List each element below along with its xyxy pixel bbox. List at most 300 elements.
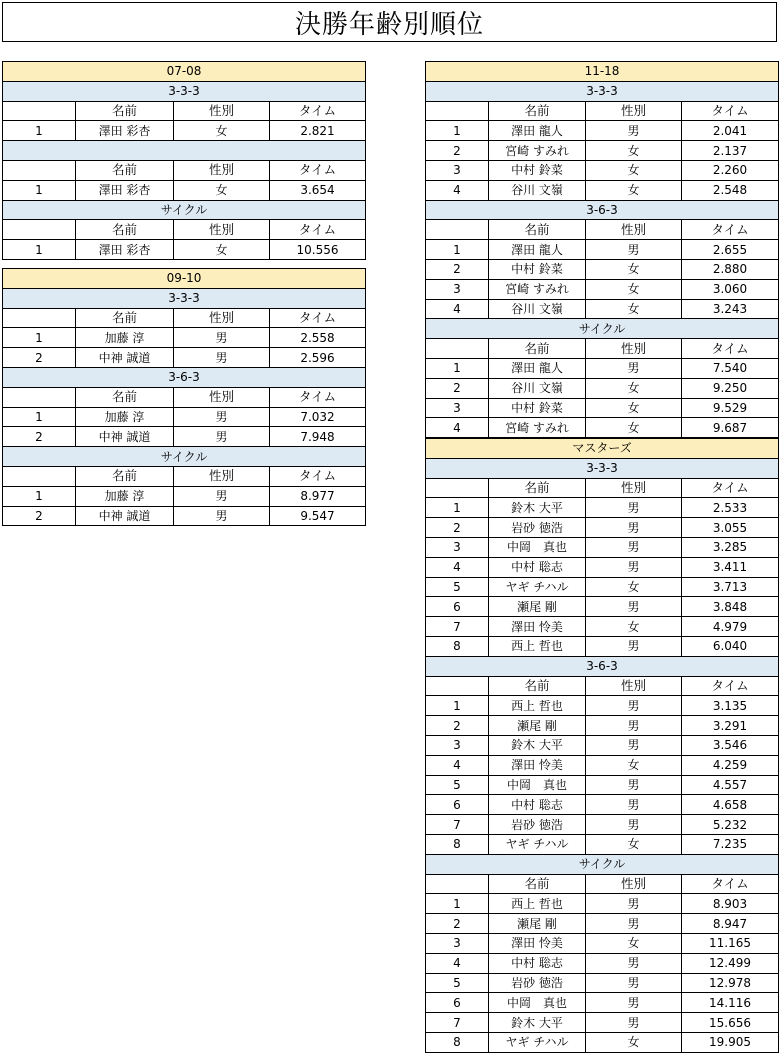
name-cell: 加藤 淳 bbox=[76, 328, 174, 348]
time-cell: 3.546 bbox=[682, 735, 779, 755]
rank-cell: 4 bbox=[426, 557, 489, 577]
rank-cell: 1 bbox=[426, 894, 489, 914]
column-header-row bbox=[426, 874, 779, 894]
table-row bbox=[426, 279, 779, 299]
rank-cell: 3 bbox=[426, 279, 489, 299]
rank-header bbox=[426, 676, 489, 696]
name-cell: 宮崎 すみれ bbox=[489, 141, 586, 161]
gender-cell: 男 bbox=[174, 348, 270, 368]
gender-cell: 男 bbox=[586, 815, 682, 835]
gender-cell: 男 bbox=[586, 1013, 682, 1033]
rank-cell: 6 bbox=[426, 795, 489, 815]
table-row bbox=[3, 407, 366, 427]
gender-cell: 男 bbox=[586, 636, 682, 656]
rank-cell: 2 bbox=[426, 141, 489, 161]
time-cell: 7.032 bbox=[270, 407, 366, 427]
name-cell: 瀬尾 剛 bbox=[489, 597, 586, 617]
table-row bbox=[426, 1032, 779, 1052]
table-row bbox=[426, 121, 779, 141]
column-header-row bbox=[3, 220, 366, 240]
time-cell: 4.557 bbox=[682, 775, 779, 795]
name-cell: 澤田 彩杏 bbox=[76, 121, 174, 141]
column-header-row bbox=[426, 339, 779, 359]
table-row bbox=[426, 894, 779, 914]
time-header: タイム bbox=[682, 339, 779, 359]
name-cell: 中村 鈴菜 bbox=[489, 398, 586, 418]
time-cell: 3.291 bbox=[682, 716, 779, 736]
rank-cell: 3 bbox=[426, 933, 489, 953]
name-cell: 中村 聡志 bbox=[489, 795, 586, 815]
table-row bbox=[426, 735, 779, 755]
event-label: 3-6-3 bbox=[426, 656, 779, 676]
table-row bbox=[3, 240, 366, 260]
time-header: タイム bbox=[682, 874, 779, 894]
name-cell: 澤田 怜美 bbox=[489, 933, 586, 953]
name-cell: 澤田 怜美 bbox=[489, 617, 586, 637]
gender-cell: 女 bbox=[586, 617, 682, 637]
gender-cell: 男 bbox=[586, 696, 682, 716]
table-row bbox=[426, 953, 779, 973]
name-cell: 加藤 淳 bbox=[76, 486, 174, 506]
rank-cell: 8 bbox=[426, 834, 489, 854]
column-header-row bbox=[426, 676, 779, 696]
time-cell: 2.880 bbox=[682, 259, 779, 279]
gender-cell: 男 bbox=[586, 557, 682, 577]
rank-cell: 2 bbox=[3, 506, 76, 526]
page-title: 決勝年齢別順位 bbox=[2, 2, 777, 42]
event-label: サイクル bbox=[426, 319, 779, 339]
gender-cell: 男 bbox=[174, 506, 270, 526]
name-cell: 澤田 怜美 bbox=[489, 755, 586, 775]
event-label: サイクル bbox=[426, 854, 779, 874]
name-cell: 岩砂 徳浩 bbox=[489, 815, 586, 835]
gender-header: 性別 bbox=[586, 339, 682, 359]
name-cell: 鈴木 大平 bbox=[489, 498, 586, 518]
table-row bbox=[426, 1013, 779, 1033]
table-row bbox=[426, 993, 779, 1013]
rank-header bbox=[3, 101, 76, 121]
name-cell: 瀬尾 剛 bbox=[489, 716, 586, 736]
time-cell: 3.135 bbox=[682, 696, 779, 716]
time-cell: 2.548 bbox=[682, 180, 779, 200]
gender-cell: 男 bbox=[586, 240, 682, 260]
time-cell: 6.040 bbox=[682, 636, 779, 656]
time-cell: 4.658 bbox=[682, 795, 779, 815]
rank-cell: 3 bbox=[426, 537, 489, 557]
name-cell: 澤田 彩杏 bbox=[76, 180, 174, 200]
gender-cell: 男 bbox=[586, 716, 682, 736]
time-header: タイム bbox=[682, 676, 779, 696]
age-group-label: 09-10 bbox=[3, 269, 366, 289]
rank-cell: 1 bbox=[3, 407, 76, 427]
name-cell: 中岡 真也 bbox=[489, 993, 586, 1013]
table-row bbox=[426, 716, 779, 736]
rank-cell: 2 bbox=[426, 716, 489, 736]
event-header-row bbox=[3, 141, 366, 161]
gender-header: 性別 bbox=[586, 478, 682, 498]
name-cell: 谷川 文嶺 bbox=[489, 299, 586, 319]
name-cell: 加藤 淳 bbox=[76, 407, 174, 427]
gender-cell: 男 bbox=[586, 735, 682, 755]
table-row bbox=[426, 160, 779, 180]
table-row bbox=[426, 834, 779, 854]
name-header: 名前 bbox=[76, 466, 174, 486]
time-cell: 2.137 bbox=[682, 141, 779, 161]
gender-cell: 女 bbox=[174, 180, 270, 200]
event-label: 3-3-3 bbox=[426, 81, 779, 101]
column-header-row bbox=[426, 101, 779, 121]
results-table-09-10 bbox=[2, 268, 366, 526]
gender-cell: 男 bbox=[586, 795, 682, 815]
time-header: タイム bbox=[270, 387, 366, 407]
rank-cell: 1 bbox=[426, 696, 489, 716]
time-cell: 3.713 bbox=[682, 577, 779, 597]
gender-cell: 女 bbox=[586, 1032, 682, 1052]
gender-cell: 男 bbox=[586, 775, 682, 795]
name-cell: 谷川 文嶺 bbox=[489, 180, 586, 200]
time-cell: 8.903 bbox=[682, 894, 779, 914]
event-header-row bbox=[3, 81, 366, 101]
name-header: 名前 bbox=[76, 220, 174, 240]
time-cell: 15.656 bbox=[682, 1013, 779, 1033]
table-row bbox=[3, 427, 366, 447]
name-header: 名前 bbox=[489, 220, 586, 240]
rank-cell: 5 bbox=[426, 577, 489, 597]
rank-header bbox=[426, 220, 489, 240]
table-row bbox=[426, 815, 779, 835]
table-row bbox=[426, 378, 779, 398]
results-table-07-08 bbox=[2, 61, 366, 260]
gender-cell: 男 bbox=[174, 427, 270, 447]
gender-cell: 女 bbox=[586, 180, 682, 200]
event-label: 3-3-3 bbox=[426, 458, 779, 478]
time-cell: 3.411 bbox=[682, 557, 779, 577]
time-cell: 12.499 bbox=[682, 953, 779, 973]
gender-cell: 女 bbox=[586, 279, 682, 299]
table-row bbox=[426, 518, 779, 538]
event-header-row bbox=[3, 200, 366, 220]
name-cell: 澤田 龍人 bbox=[489, 240, 586, 260]
gender-cell: 男 bbox=[586, 894, 682, 914]
rank-cell: 1 bbox=[426, 240, 489, 260]
time-header: タイム bbox=[682, 220, 779, 240]
table-row bbox=[426, 795, 779, 815]
column-header-row bbox=[3, 308, 366, 328]
name-cell: 鈴木 大平 bbox=[489, 735, 586, 755]
time-cell: 2.558 bbox=[270, 328, 366, 348]
event-label: サイクル bbox=[3, 447, 366, 467]
name-cell: 瀬尾 剛 bbox=[489, 914, 586, 934]
event-header-row bbox=[426, 319, 779, 339]
age-group-label: 07-08 bbox=[3, 62, 366, 82]
rank-cell: 1 bbox=[426, 498, 489, 518]
gender-cell: 女 bbox=[586, 418, 682, 438]
name-cell: 中神 誠道 bbox=[76, 348, 174, 368]
name-cell: 宮崎 すみれ bbox=[489, 418, 586, 438]
name-cell: 岩砂 徳浩 bbox=[489, 973, 586, 993]
rank-cell: 1 bbox=[426, 358, 489, 378]
age-group-header-row bbox=[426, 62, 779, 82]
gender-cell: 女 bbox=[586, 933, 682, 953]
name-cell: 澤田 龍人 bbox=[489, 358, 586, 378]
time-cell: 8.977 bbox=[270, 486, 366, 506]
time-cell: 2.260 bbox=[682, 160, 779, 180]
rank-cell: 2 bbox=[426, 378, 489, 398]
gender-cell: 女 bbox=[586, 378, 682, 398]
column-header-row bbox=[3, 466, 366, 486]
time-cell: 7.948 bbox=[270, 427, 366, 447]
name-cell: 西上 哲也 bbox=[489, 696, 586, 716]
name-cell: 中岡 真也 bbox=[489, 537, 586, 557]
name-cell: 谷川 文嶺 bbox=[489, 378, 586, 398]
time-cell: 9.250 bbox=[682, 378, 779, 398]
rank-header bbox=[426, 478, 489, 498]
rank-cell: 2 bbox=[3, 427, 76, 447]
time-cell: 4.979 bbox=[682, 617, 779, 637]
rank-cell: 4 bbox=[426, 418, 489, 438]
name-cell: 西上 哲也 bbox=[489, 636, 586, 656]
age-group-header-row bbox=[3, 62, 366, 82]
column-header-row bbox=[3, 160, 366, 180]
gender-header: 性別 bbox=[174, 308, 270, 328]
column-header-row bbox=[3, 387, 366, 407]
gender-header: 性別 bbox=[174, 160, 270, 180]
table-row bbox=[426, 973, 779, 993]
gender-cell: 男 bbox=[586, 358, 682, 378]
rank-header bbox=[3, 220, 76, 240]
rank-cell: 4 bbox=[426, 953, 489, 973]
rank-header bbox=[3, 387, 76, 407]
gender-cell: 女 bbox=[174, 121, 270, 141]
rank-header bbox=[426, 101, 489, 121]
event-header-row bbox=[426, 656, 779, 676]
name-cell: 中神 誠道 bbox=[76, 427, 174, 447]
time-cell: 2.821 bbox=[270, 121, 366, 141]
name-cell: ヤギ チハル bbox=[489, 1032, 586, 1052]
event-label: 3-6-3 bbox=[3, 367, 366, 387]
gender-header: 性別 bbox=[586, 220, 682, 240]
rank-cell: 2 bbox=[426, 259, 489, 279]
age-group-label: 11-18 bbox=[426, 62, 779, 82]
gender-cell: 女 bbox=[586, 141, 682, 161]
time-header: タイム bbox=[682, 478, 779, 498]
gender-cell: 女 bbox=[586, 577, 682, 597]
gender-cell: 男 bbox=[586, 537, 682, 557]
age-group-header-row bbox=[426, 439, 779, 459]
time-header: タイム bbox=[682, 101, 779, 121]
name-cell: 西上 哲也 bbox=[489, 894, 586, 914]
time-header: タイム bbox=[270, 220, 366, 240]
time-cell: 11.165 bbox=[682, 933, 779, 953]
name-cell: 中村 鈴菜 bbox=[489, 160, 586, 180]
rank-cell: 7 bbox=[426, 1013, 489, 1033]
gender-cell: 女 bbox=[174, 240, 270, 260]
name-cell: 中神 誠道 bbox=[76, 506, 174, 526]
name-header: 名前 bbox=[76, 160, 174, 180]
event-header-row bbox=[426, 458, 779, 478]
name-header: 名前 bbox=[76, 387, 174, 407]
time-cell: 2.533 bbox=[682, 498, 779, 518]
name-header: 名前 bbox=[489, 478, 586, 498]
name-cell: 鈴木 大平 bbox=[489, 1013, 586, 1033]
table-row bbox=[426, 141, 779, 161]
rank-cell: 5 bbox=[426, 775, 489, 795]
rank-header bbox=[3, 160, 76, 180]
table-row bbox=[426, 597, 779, 617]
time-cell: 3.654 bbox=[270, 180, 366, 200]
rank-cell: 1 bbox=[3, 180, 76, 200]
name-header: 名前 bbox=[489, 874, 586, 894]
table-row bbox=[426, 240, 779, 260]
time-cell: 3.243 bbox=[682, 299, 779, 319]
table-row bbox=[426, 914, 779, 934]
rank-cell: 3 bbox=[426, 160, 489, 180]
rank-cell: 2 bbox=[426, 518, 489, 538]
time-cell: 19.905 bbox=[682, 1032, 779, 1052]
table-row bbox=[426, 299, 779, 319]
rank-cell: 1 bbox=[426, 121, 489, 141]
rank-cell: 8 bbox=[426, 636, 489, 656]
rank-cell: 3 bbox=[426, 735, 489, 755]
time-cell: 3.055 bbox=[682, 518, 779, 538]
rank-cell: 4 bbox=[426, 299, 489, 319]
time-cell: 7.235 bbox=[682, 834, 779, 854]
table-row bbox=[426, 537, 779, 557]
time-cell: 3.285 bbox=[682, 537, 779, 557]
event-header-row bbox=[426, 200, 779, 220]
table-row bbox=[426, 636, 779, 656]
time-header: タイム bbox=[270, 466, 366, 486]
event-label: 3-3-3 bbox=[3, 81, 366, 101]
name-cell: 中村 聡志 bbox=[489, 557, 586, 577]
gender-header: 性別 bbox=[586, 676, 682, 696]
event-label bbox=[3, 141, 366, 161]
time-cell: 3.060 bbox=[682, 279, 779, 299]
gender-cell: 男 bbox=[174, 407, 270, 427]
rank-cell: 7 bbox=[426, 815, 489, 835]
gender-cell: 女 bbox=[586, 259, 682, 279]
gender-cell: 男 bbox=[586, 498, 682, 518]
time-header: タイム bbox=[270, 308, 366, 328]
name-cell: 岩砂 徳浩 bbox=[489, 518, 586, 538]
gender-cell: 女 bbox=[586, 834, 682, 854]
gender-header: 性別 bbox=[174, 387, 270, 407]
table-row bbox=[3, 180, 366, 200]
time-cell: 7.540 bbox=[682, 358, 779, 378]
rank-cell: 7 bbox=[426, 617, 489, 637]
rank-cell: 1 bbox=[3, 240, 76, 260]
time-cell: 9.687 bbox=[682, 418, 779, 438]
gender-cell: 男 bbox=[586, 953, 682, 973]
time-header: タイム bbox=[270, 101, 366, 121]
table-row bbox=[426, 755, 779, 775]
rank-header bbox=[3, 466, 76, 486]
gender-cell: 女 bbox=[586, 160, 682, 180]
table-row bbox=[426, 418, 779, 438]
name-cell: ヤギ チハル bbox=[489, 834, 586, 854]
table-row bbox=[426, 696, 779, 716]
name-cell: 中村 鈴菜 bbox=[489, 259, 586, 279]
time-cell: 9.547 bbox=[270, 506, 366, 526]
age-group-label: マスターズ bbox=[426, 439, 779, 459]
event-label: 3-6-3 bbox=[426, 200, 779, 220]
table-row bbox=[426, 498, 779, 518]
table-row bbox=[3, 506, 366, 526]
rank-cell: 1 bbox=[3, 486, 76, 506]
gender-cell: 男 bbox=[586, 121, 682, 141]
rank-cell: 4 bbox=[426, 180, 489, 200]
event-header-row bbox=[426, 81, 779, 101]
rank-cell: 5 bbox=[426, 973, 489, 993]
table-row bbox=[3, 328, 366, 348]
rank-cell: 3 bbox=[426, 398, 489, 418]
table-row bbox=[3, 486, 366, 506]
event-label: サイクル bbox=[3, 200, 366, 220]
rank-cell: 2 bbox=[426, 914, 489, 934]
gender-cell: 男 bbox=[586, 597, 682, 617]
time-cell: 10.556 bbox=[270, 240, 366, 260]
name-cell: 澤田 龍人 bbox=[489, 121, 586, 141]
rank-header bbox=[3, 308, 76, 328]
time-cell: 2.655 bbox=[682, 240, 779, 260]
gender-cell: 女 bbox=[586, 755, 682, 775]
event-header-row bbox=[3, 367, 366, 387]
column-header-row bbox=[3, 101, 366, 121]
rank-cell: 6 bbox=[426, 597, 489, 617]
event-header-row bbox=[3, 447, 366, 467]
name-header: 名前 bbox=[76, 101, 174, 121]
rank-cell: 1 bbox=[3, 328, 76, 348]
column-header-row bbox=[426, 478, 779, 498]
table-row bbox=[426, 617, 779, 637]
rank-header bbox=[426, 874, 489, 894]
table-row bbox=[426, 358, 779, 378]
gender-cell: 男 bbox=[174, 486, 270, 506]
event-header-row bbox=[426, 854, 779, 874]
gender-cell: 男 bbox=[586, 993, 682, 1013]
gender-cell: 男 bbox=[586, 973, 682, 993]
rank-cell: 6 bbox=[426, 993, 489, 1013]
table-row bbox=[426, 933, 779, 953]
table-row bbox=[426, 180, 779, 200]
table-row bbox=[426, 775, 779, 795]
gender-header: 性別 bbox=[586, 101, 682, 121]
name-cell: 澤田 彩杏 bbox=[76, 240, 174, 260]
rank-cell: 8 bbox=[426, 1032, 489, 1052]
table-row bbox=[426, 557, 779, 577]
gender-header: 性別 bbox=[174, 101, 270, 121]
table-row bbox=[426, 577, 779, 597]
time-cell: 2.041 bbox=[682, 121, 779, 141]
time-cell: 2.596 bbox=[270, 348, 366, 368]
gender-cell: 男 bbox=[586, 518, 682, 538]
table-row bbox=[426, 259, 779, 279]
rank-cell: 2 bbox=[3, 348, 76, 368]
rank-header bbox=[426, 339, 489, 359]
time-cell: 3.848 bbox=[682, 597, 779, 617]
gender-header: 性別 bbox=[586, 874, 682, 894]
table-row bbox=[3, 121, 366, 141]
time-cell: 12.978 bbox=[682, 973, 779, 993]
time-header: タイム bbox=[270, 160, 366, 180]
event-label: 3-3-3 bbox=[3, 288, 366, 308]
name-cell: 中村 聡志 bbox=[489, 953, 586, 973]
rank-cell: 4 bbox=[426, 755, 489, 775]
name-header: 名前 bbox=[489, 339, 586, 359]
gender-cell: 男 bbox=[174, 328, 270, 348]
age-group-header-row bbox=[3, 269, 366, 289]
time-cell: 14.116 bbox=[682, 993, 779, 1013]
